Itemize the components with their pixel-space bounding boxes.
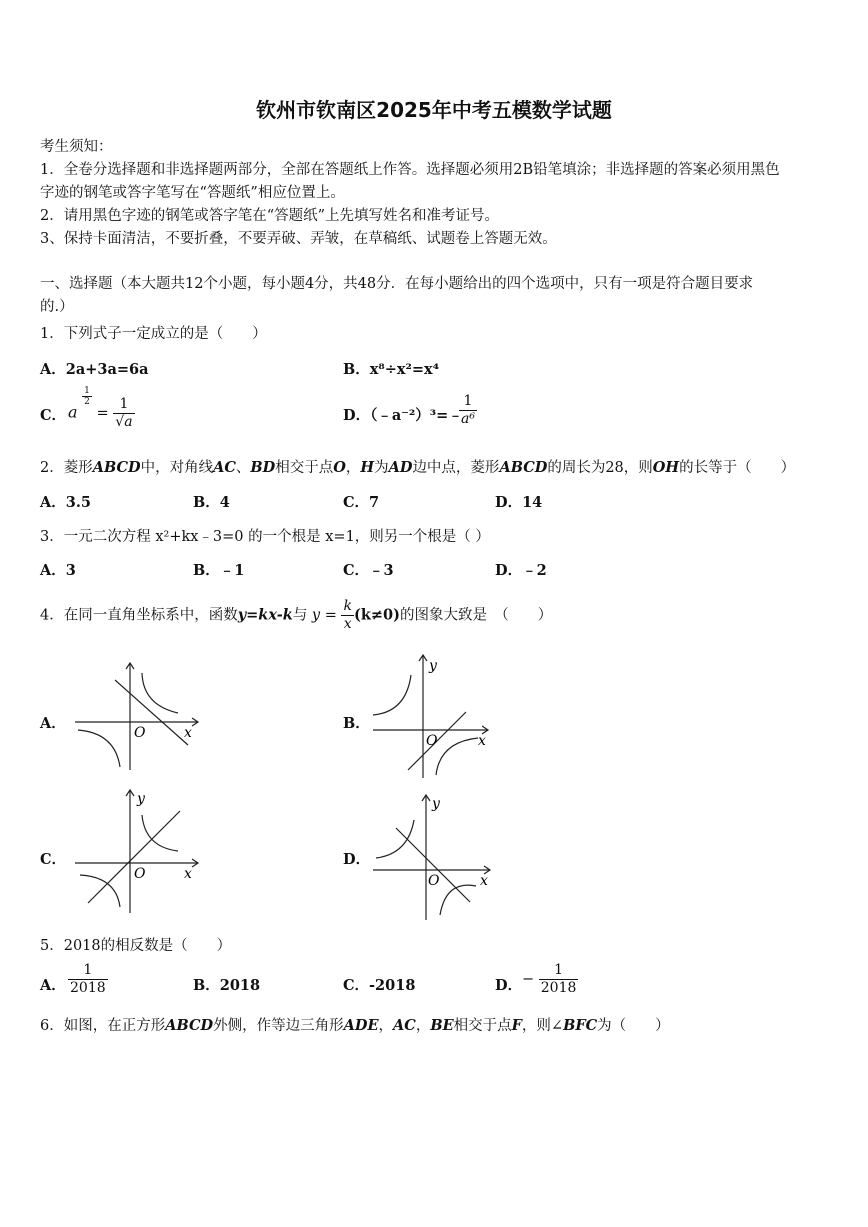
q4-option-b-label: B．	[343, 715, 370, 732]
q3-option-c: C．﹣3	[343, 562, 394, 579]
q4-graph-b	[368, 650, 498, 780]
q5-option-d-label: D．	[495, 977, 523, 994]
q1-d-num: 1	[459, 393, 477, 411]
q2-option-d: D．14	[495, 494, 543, 511]
q1-c-fraction	[113, 396, 134, 431]
q1-c-base: a	[68, 402, 78, 422]
q1-c-exp-num: 1	[84, 386, 90, 396]
q4-option-d-label: D．	[343, 851, 371, 868]
q1-d-den: a⁶	[461, 411, 475, 427]
x-axis-label: x	[184, 725, 192, 741]
q4-graph-c	[70, 785, 210, 915]
q3-option-b: B．﹣1	[193, 562, 245, 579]
q4-fraction: $\frac{k}{x}$	[343, 598, 352, 632]
q3-option-d: D．﹣2	[495, 562, 547, 579]
y-axis-label: y	[137, 791, 145, 807]
q2-option-b: B．4	[193, 494, 230, 511]
x-axis-label: x	[184, 866, 192, 882]
q1-option-c-label: C．	[40, 407, 67, 424]
q1-stem: 1．下列式子一定成立的是（ ）	[40, 326, 267, 342]
q5-option-a-fraction: $\frac{1}{2018}$	[70, 962, 106, 996]
q4-option-c-label: C．	[40, 851, 67, 868]
section-heading-cont: 的.）	[40, 299, 74, 315]
q2-option-a: A．3.5	[40, 494, 91, 511]
q1-option-d-fraction	[459, 393, 477, 428]
x-axis-label: x	[480, 873, 488, 889]
q1-d-fraction	[459, 393, 477, 428]
notice-item-3: 3、保持卡面清洁，不要折叠，不要弄破、弄皱，在草稿纸、试题卷上答题无效。	[40, 231, 557, 247]
notice-heading: 考生须知：	[40, 139, 113, 155]
origin-label: O	[426, 733, 438, 749]
q1-option-c-formula	[68, 386, 135, 431]
q3-option-a: A．3	[40, 562, 76, 579]
q1-option-d-label: D．（﹣a⁻²）³=﹣	[343, 407, 463, 424]
q1-c-exp-den: 2	[84, 397, 90, 407]
q1-option-b: B．x⁸÷x²=x⁴	[343, 361, 440, 378]
q1-c-equals: =	[96, 405, 109, 422]
q5-stem: 5．2018的相反数是（ ）	[40, 938, 232, 954]
q5-option-c: C．-2018	[343, 977, 416, 994]
section-heading: 一、选择题（本大题共12个小题，每小题4分，共48分．在每小题给出的四个选项中，只有一项是符合题目要求	[40, 276, 754, 292]
x-axis-label: x	[478, 733, 486, 749]
q4-option-a-label: A．	[40, 715, 66, 732]
notice-item-2: 2．请用黑色字迹的钢笔或答字笔在“答题纸”上先填写姓名和准考证号。	[40, 208, 500, 224]
q1-c-exponent	[82, 386, 92, 407]
q4-stem: 4．在同一直角坐标系中，函数y=kx-k与 y = $\frac{k}{x}$ (k≠0)的图象大致是 （ ）	[40, 598, 553, 632]
notice-item-1-cont: 字迹的钢笔或答字笔写在“答题纸”相应位置上。	[40, 185, 345, 201]
q2-option-c: C．7	[343, 494, 380, 511]
q3-stem: 3．一元二次方程 x²+kx﹣3=0 的一个根是 x=1，则另一个根是（ ）	[40, 529, 490, 545]
origin-label: O	[428, 873, 440, 889]
q5-option-d-fraction: − $\frac{1}{2018}$	[522, 962, 577, 996]
q5-option-b: B．2018	[193, 977, 261, 994]
q5-option-a-label: A．	[40, 977, 66, 994]
y-axis-label: y	[432, 796, 440, 812]
origin-label: O	[134, 725, 146, 741]
q1-c-den: √a	[115, 414, 133, 430]
notice-item-1: 1．全卷分选择题和非选择题两部分，全部在答题纸上作答。选择题必须用2B铅笔填涂；非选择题的答案必须用黑色	[40, 162, 780, 178]
page-title: 钦州市钦南区2025年中考五模数学试题	[256, 98, 612, 122]
q2-stem: 2．菱形ABCD中，对角线AC、BD相交于点O，H为AD边中点，菱形ABCD的周长为28，则OH的长等于（ ）	[40, 459, 796, 476]
q1-c-num: 1	[113, 396, 134, 414]
q1-option-a: A．2a+3a=6a	[40, 361, 149, 378]
q4-graph-d	[368, 790, 498, 922]
origin-label: O	[134, 866, 146, 882]
q6-stem: 6．如图，在正方形ABCD外侧，作等边三角形ADE，AC，BE相交于点F，则∠BFC为（ ）	[40, 1017, 670, 1034]
y-axis-label: y	[429, 658, 437, 674]
q4-graph-a	[70, 655, 210, 775]
